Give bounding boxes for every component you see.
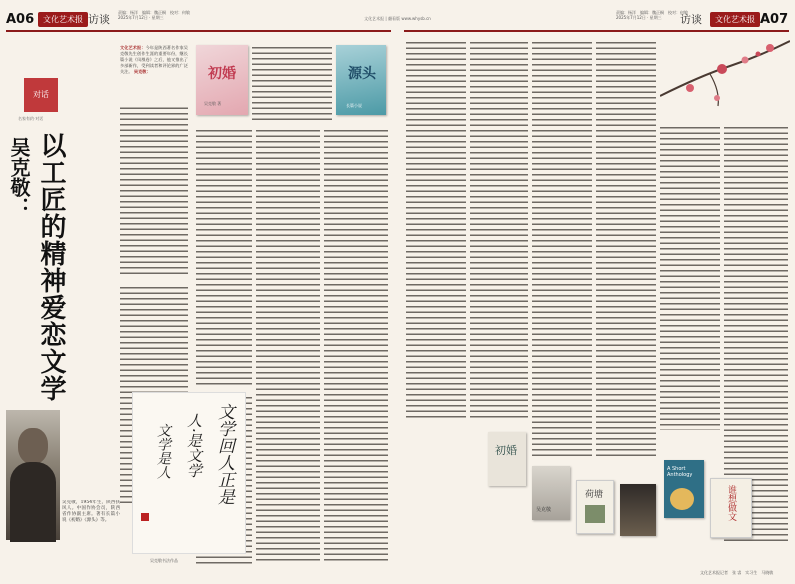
blossom xyxy=(766,44,774,52)
meta-line: 责编：杨洋 编辑：魏正桐 校对：何敏 xyxy=(118,10,190,15)
blossom xyxy=(742,57,749,64)
top-rule xyxy=(404,30,789,32)
calligraphy-column: 文学回人正是 xyxy=(214,403,234,505)
body-column xyxy=(660,125,720,430)
body-column xyxy=(196,128,252,388)
body-column xyxy=(324,128,388,563)
body-column xyxy=(596,40,656,460)
book-cover-chuhun-2 xyxy=(488,432,526,486)
book-title: 荷塘 xyxy=(585,490,604,500)
blossom xyxy=(714,95,720,101)
book-cover-hetang xyxy=(576,480,614,534)
book-cover-chuhun xyxy=(196,45,248,115)
book-cover-dark xyxy=(620,484,656,536)
center-meta: 文化艺术报 | 翻看版 www.whysb.cn xyxy=(364,16,431,21)
book-cover-shui xyxy=(710,478,752,538)
section-name: 访谈 xyxy=(88,13,110,26)
right-page-header xyxy=(404,0,789,30)
calligraphy-column: 人·是文学 xyxy=(185,413,203,478)
author-bio: 吴克敬，1954年生，陕西扶风人。中国作协会员，陕西省作协副主席。著有长篇小说《初婚》《源头》等。 xyxy=(62,500,120,523)
book-cover-anthology xyxy=(664,460,704,518)
book-subtitle: 长篇小说 xyxy=(346,103,362,108)
book-title: 谁想做文 xyxy=(726,485,736,521)
book-cover-yuantou xyxy=(336,45,386,115)
seal-stamp xyxy=(141,513,149,521)
book-title: 初婚 xyxy=(208,66,236,82)
branch xyxy=(710,74,718,106)
cover-illustration xyxy=(585,505,605,523)
left-page-header xyxy=(6,0,391,30)
body-column xyxy=(406,40,466,420)
column-logo-sub: 名家有约·对话 xyxy=(18,116,44,121)
book-author: 吴克敬 著 xyxy=(204,101,222,106)
column-logo: 对话 xyxy=(24,78,58,112)
blossom xyxy=(686,84,694,92)
calligraphy-artwork xyxy=(132,392,246,554)
calligraphy-column: 文学是人 xyxy=(155,423,171,479)
book-title: 吴克敬 xyxy=(536,507,552,513)
question-text: 今年是陕西著名作家吴克敬先生创作生涯的重要年份，继长篇小说《凤凰卷》之后，他又推出了多部新作，受到读者和评论界的广泛关注。 xyxy=(120,45,188,74)
meta-line: 责编：杨洋 编辑：魏正桐 校对：何敏 xyxy=(616,10,688,15)
body-column xyxy=(532,40,592,460)
author-body xyxy=(10,462,56,542)
page-number: A07 xyxy=(760,12,789,27)
answer-label: 吴克敬： xyxy=(133,69,151,74)
calligraphy-caption: 吴克敬书法作品 xyxy=(150,558,178,563)
section-name: 访谈 xyxy=(680,13,702,26)
bottom-credit: 文化艺术报记者 张 睿 实习生 马晓敏 xyxy=(700,570,774,575)
name-heading: 吴克敬： xyxy=(7,137,31,217)
book-title: A Short Anthology xyxy=(667,466,693,478)
book-cover-portrait xyxy=(532,466,570,520)
blossom xyxy=(756,52,761,57)
header-meta xyxy=(118,10,190,20)
meta-line: 2025年7月12日 · 星期三 xyxy=(118,15,164,20)
body-column xyxy=(256,128,320,563)
body-column xyxy=(252,45,332,120)
plum-blossom-painting xyxy=(660,36,790,121)
blossom xyxy=(717,64,727,74)
page-number: A06 xyxy=(6,12,35,27)
cover-illustration xyxy=(670,488,694,510)
meta-line: 2025年7月12日 · 星期三 xyxy=(616,15,662,20)
question-label: 文化艺术报： xyxy=(120,45,146,50)
headline: 以工匠的精神爱恋文学 xyxy=(36,132,66,402)
author-photo xyxy=(6,410,60,540)
masthead: 文化艺术报 xyxy=(710,12,760,27)
header-meta xyxy=(616,10,688,20)
masthead: 文化艺术报 xyxy=(38,12,88,27)
book-title: 初婚 xyxy=(495,444,517,457)
top-rule xyxy=(6,30,391,32)
intro-paragraph xyxy=(120,45,188,105)
author-head xyxy=(18,428,48,464)
book-title: 源头 xyxy=(348,66,376,82)
body-column xyxy=(470,40,528,420)
